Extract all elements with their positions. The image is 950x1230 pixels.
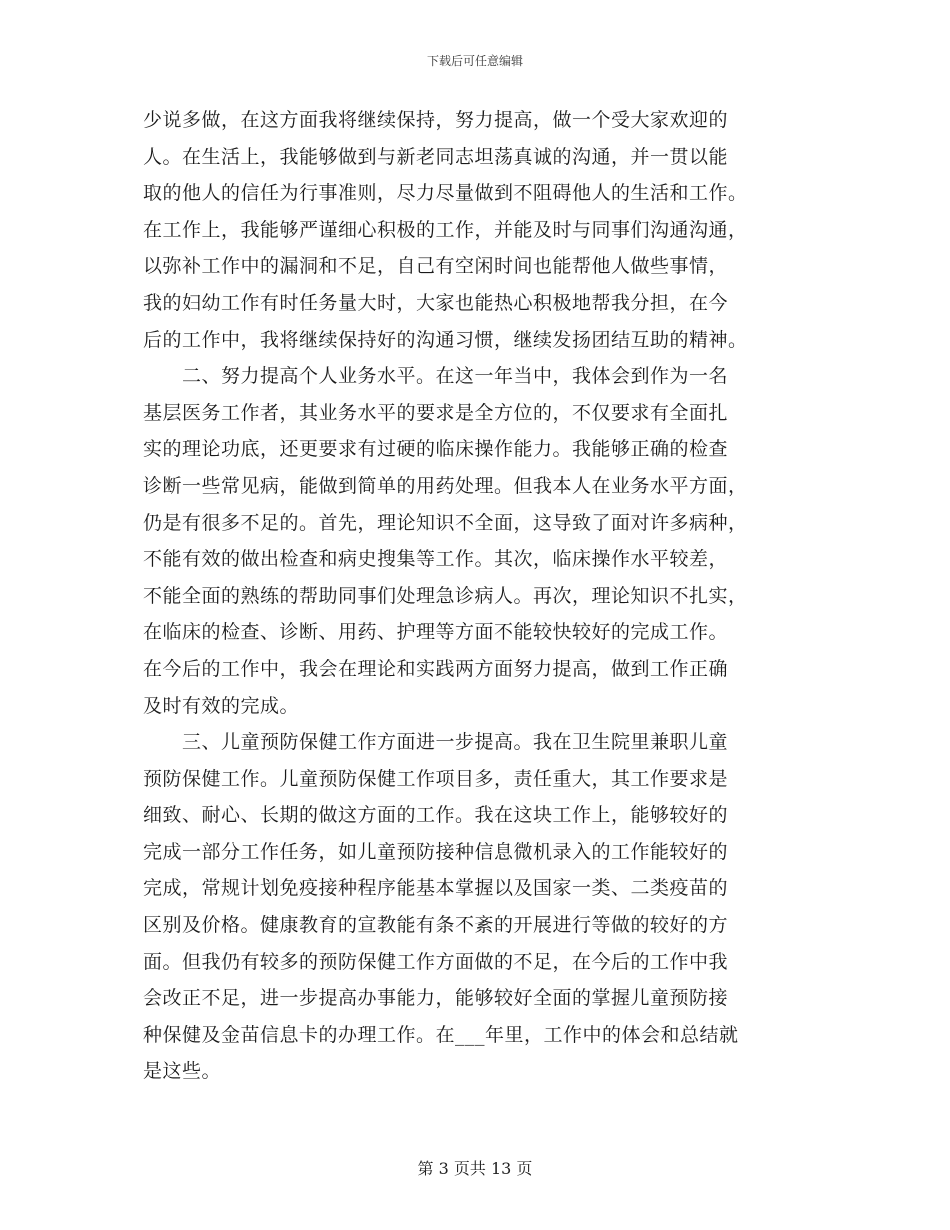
text-line: 不能有效的做出检查和病史搜集等工作。其次，临床操作水平较差， (143, 548, 729, 571)
text-line: 少说多做，在这方面我将继续保持，努力提高，做一个受大家欢迎的 (143, 109, 729, 131)
text-line: 我的妇幼工作有时任务量大时，大家也能热心积极地帮我分担，在今 (143, 291, 729, 314)
text-line: 后的工作中，我将继续保持好的沟通习惯，继续发扬团结互助的精神。 (143, 328, 748, 351)
text-line: 在临床的检查、诊断、用药、护理等方面不能较快较好的完成工作。 (143, 621, 729, 644)
text-line: 细致、耐心、长期的做这方面的工作。我在这块工作上，能够较好的 (143, 804, 729, 827)
text-line: 诊断一些常见病，能做到简单的用药处理。但我本人在业务水平方面， (143, 474, 748, 497)
text-line: 会改正不足，进一步提高办事能力，能够较好全面的掌握儿童预防接 (143, 987, 729, 1010)
text-line: 在今后的工作中，我会在理论和实践两方面努力提高，做到工作正确 (143, 657, 729, 680)
text-line: 预防保健工作。儿童预防保健工作项目多，责任重大，其工作要求是 (143, 767, 729, 790)
text-line: 完成，常规计划免疫接种程序能基本掌握以及国家一类、二类疫苗的 (143, 877, 729, 900)
text-line: 以弥补工作中的漏洞和不足，自己有空闲时间也能帮他人做些事情， (143, 255, 729, 278)
text-line: 不能全面的熟练的帮助同事们处理急诊病人。再次，理论知识不扎实， (143, 584, 748, 607)
text-line: 三、儿童预防保健工作方面进一步提高。我在卫生院里兼职儿童 (143, 731, 729, 754)
text-line: 面。但我仍有较多的预防保健工作方面做的不足，在今后的工作中我 (143, 950, 729, 973)
page-header: 下载后可任意编辑 (426, 54, 523, 68)
page-footer: 第 3 页共 13 页 (417, 1159, 533, 1178)
document-body (143, 102, 813, 1090)
text-line: 基层医务工作者，其业务水平的要求是全方位的，不仅要求有全面扎 (143, 401, 729, 424)
text-line: 取的他人的信任为行事准则，尽力尽量做到不阻碍他人的生活和工作。 (143, 182, 748, 205)
text-line: 仍是有很多不足的。首先，理论知识不全面，这导致了面对许多病种， (143, 511, 748, 534)
text-line: 是这些。 (143, 1060, 222, 1083)
text-line: 区别及价格。健康教育的宣教能有条不紊的开展进行等做的较好的方 (143, 914, 729, 937)
text-line: 二、努力提高个人业务水平。在这一年当中，我体会到作为一名 (143, 365, 729, 388)
text-line: 在工作上，我能够严谨细心积极的工作，并能及时与同事们沟通沟通， (143, 218, 748, 241)
text-line: 完成一部分工作任务，如儿童预防接种信息微机录入的工作能较好的 (143, 840, 729, 863)
text-line: 种保健及金苗信息卡的办理工作。在___年里，工作中的体会和总结就 (143, 1023, 739, 1046)
text-line: 及时有效的完成。 (143, 694, 300, 717)
text-line: 人。在生活上，我能够做到与新老同志坦荡真诚的沟通，并一贯以能 (143, 145, 729, 168)
text-line: 实的理论功底，还更要求有过硬的临床操作能力。我能够正确的检查 (143, 438, 729, 461)
